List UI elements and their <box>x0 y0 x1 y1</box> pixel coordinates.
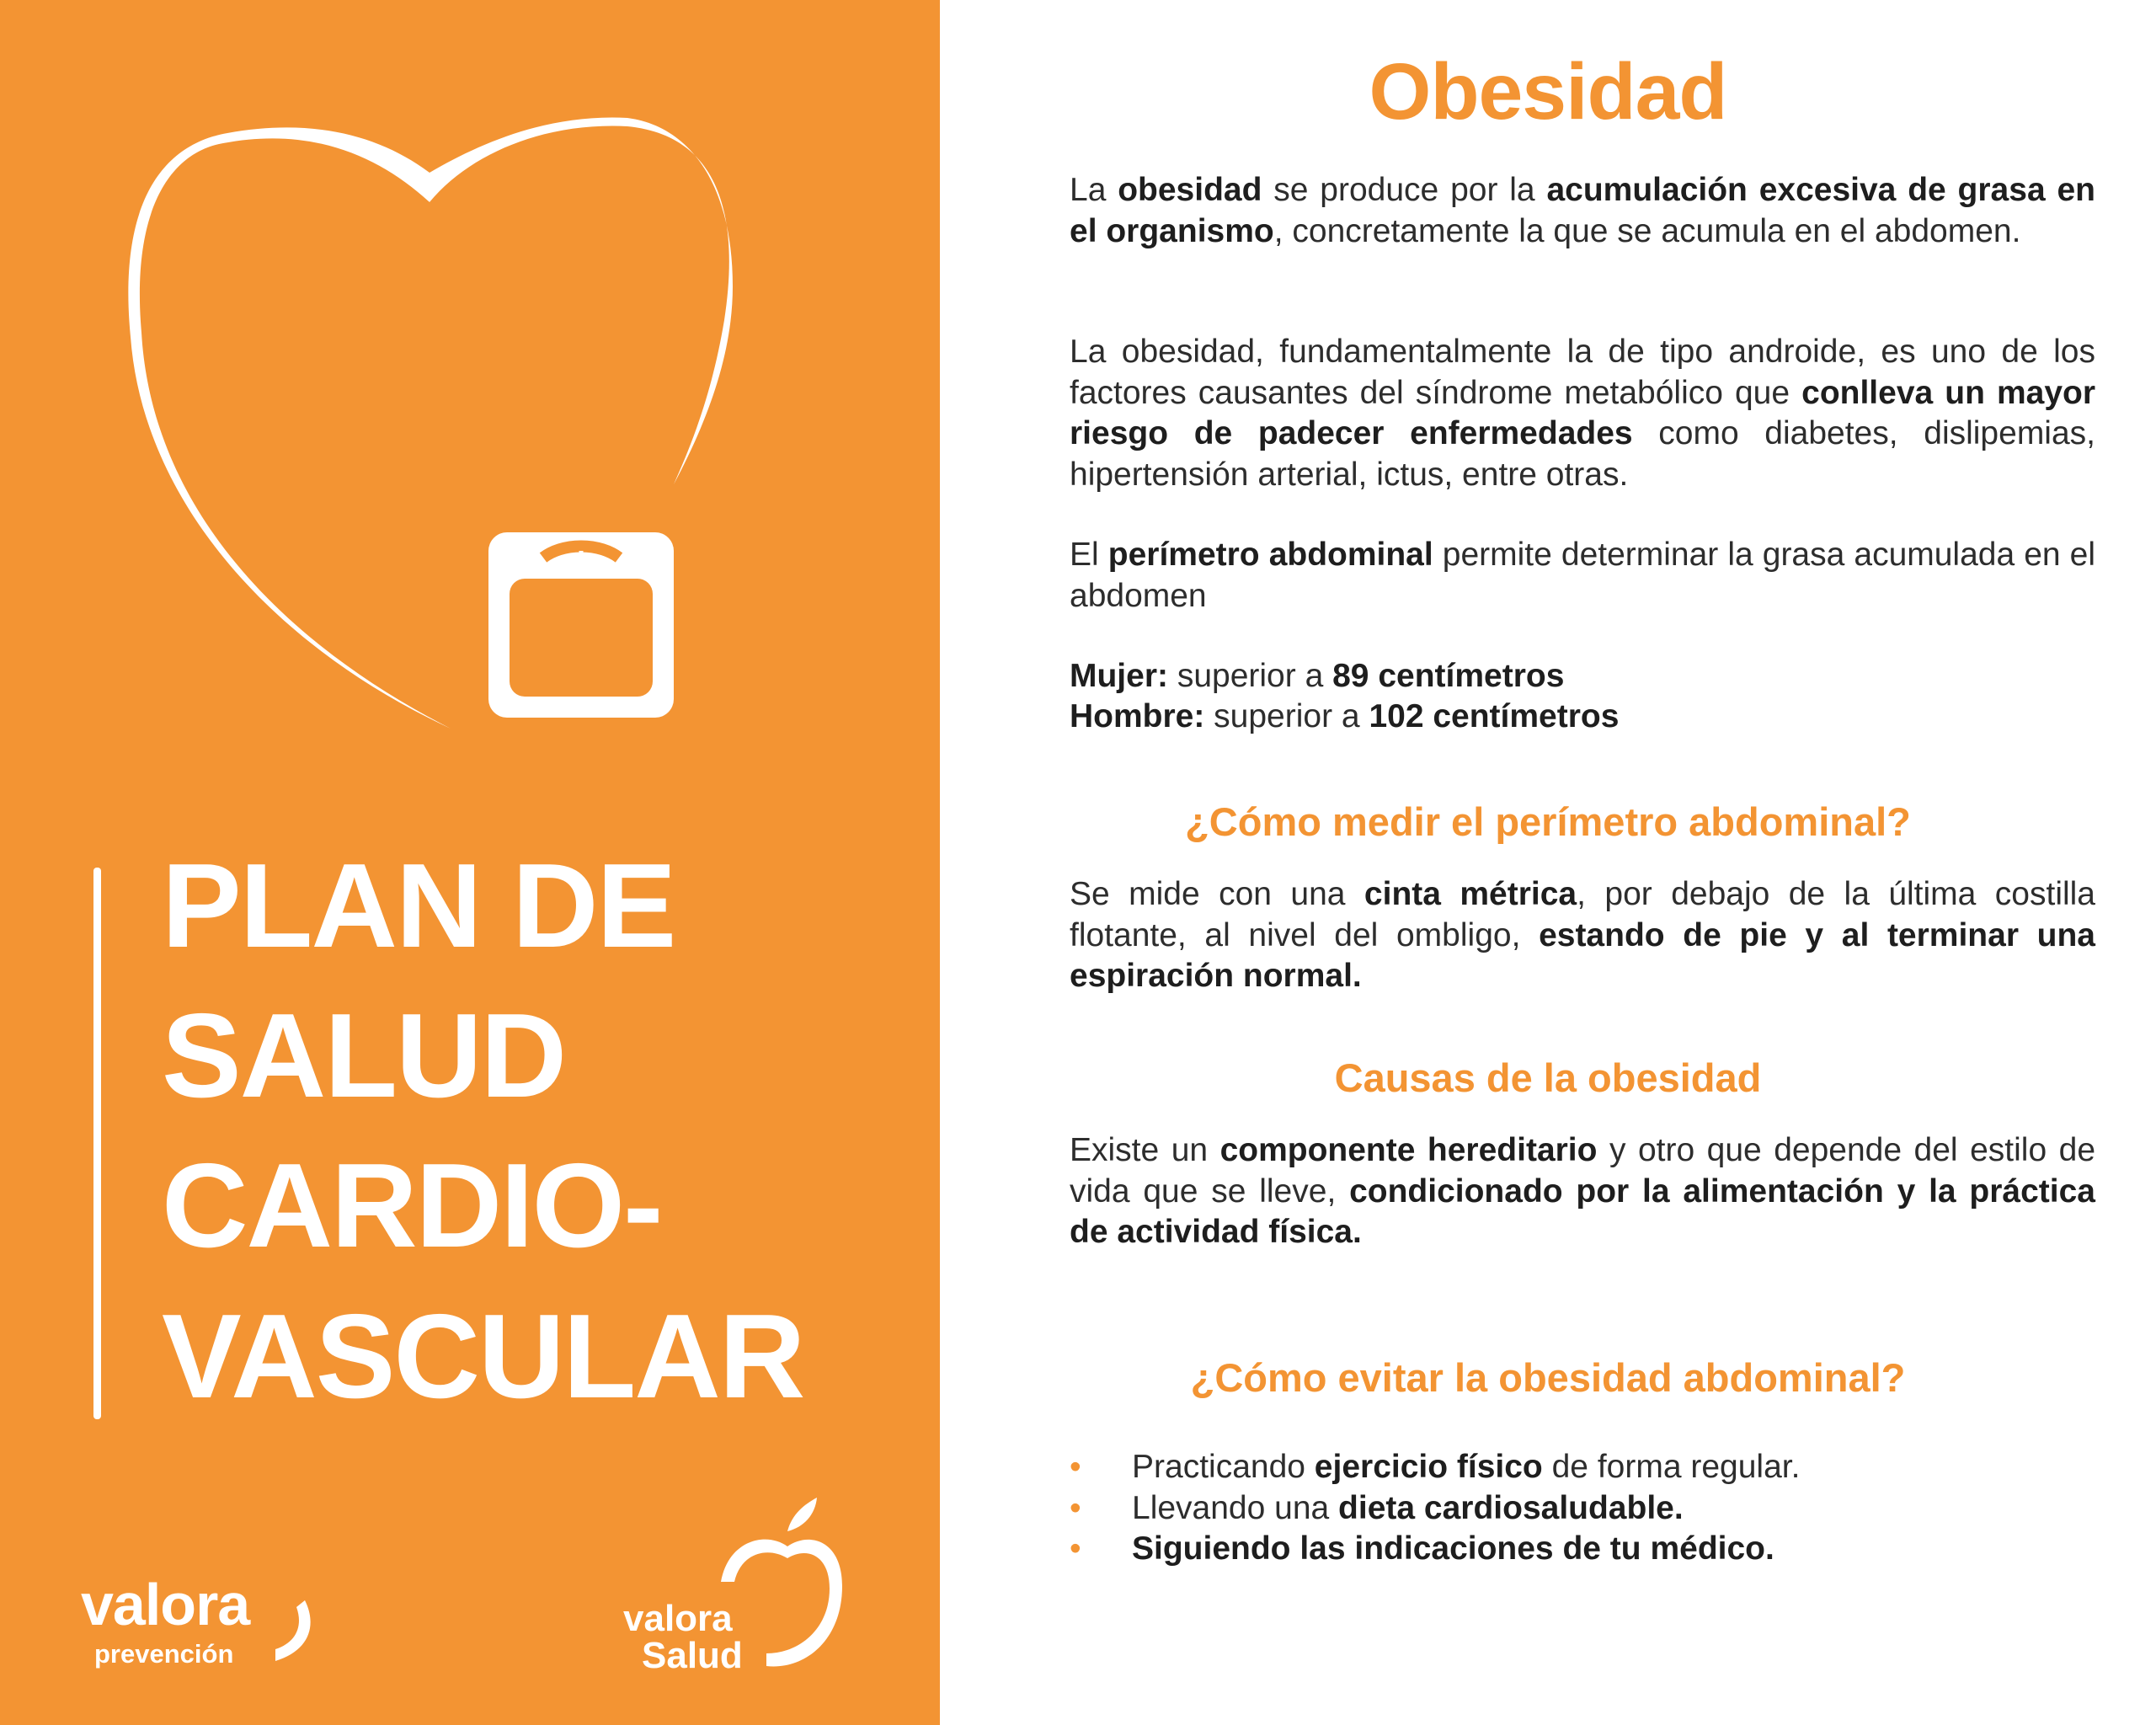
logo-prevencion-sub: prevención <box>94 1639 234 1669</box>
bold-text: Mujer: <box>1070 658 1168 694</box>
text-run: , por debajo de la última costilla flotante, al nivel del ombligo, <box>1070 876 2096 953</box>
bold-text: obesidad <box>1118 172 1262 208</box>
weighing-scale-icon <box>488 532 674 718</box>
list-item <box>1070 1488 2095 1530</box>
title-line-1: PLAN DE <box>162 839 675 973</box>
title-accent-bar <box>93 868 101 1419</box>
heading-causes: Causas de la obesidad <box>1334 1055 1762 1100</box>
page-title: Obesidad <box>1369 47 1727 136</box>
text-run: de forma regular. <box>1542 1449 1801 1485</box>
heading-how-to-avoid: ¿Cómo evitar la obesidad abdominal? <box>1190 1355 1906 1400</box>
paragraph-risk <box>1070 332 2095 495</box>
paragraph-perimeter <box>1070 535 2095 617</box>
bold-text: ejercicio físico <box>1314 1449 1543 1485</box>
heart-outline-icon <box>0 0 940 758</box>
paragraph-causes <box>1070 1130 2095 1253</box>
text-run: Existe un <box>1070 1132 1220 1168</box>
logo-salud-line2: Salud <box>642 1635 743 1676</box>
valora-salud-logo <box>623 1600 743 1674</box>
text-run: La obesidad, fundamentalmente la de tipo androide, es uno de los factores causantes del síndrome metabólico que <box>1070 334 2095 411</box>
bold-text: 102 centímetros <box>1369 698 1620 734</box>
heading-how-to-measure: ¿Cómo medir el perímetro abdominal? <box>1185 799 1911 844</box>
text-run: Llevando una <box>1132 1489 1339 1526</box>
text-run: El <box>1070 537 1108 573</box>
list-item <box>1070 1447 2095 1488</box>
title-line-3: CARDIO- <box>162 1139 662 1273</box>
text-run: , concretamente la que se acumula en el abdomen. <box>1273 212 2021 249</box>
paragraph-definition <box>1070 170 2095 252</box>
text-run: Practicando <box>1132 1449 1315 1485</box>
text-run: superior a <box>1204 698 1369 734</box>
logo-salud-line1: valora <box>623 1598 733 1639</box>
bold-text: cinta métrica <box>1364 876 1577 912</box>
title-line-2: SALUD <box>162 989 566 1123</box>
logo-prevencion-name: valora <box>81 1572 250 1637</box>
left-panel <box>0 0 940 1725</box>
bold-text: estando de pie y al terminar una espiración normal. <box>1070 916 2095 994</box>
bold-text: perímetro abdominal <box>1107 537 1433 573</box>
bold-text: Hombre: <box>1070 698 1205 734</box>
logo-swoosh-icon <box>271 1600 330 1668</box>
bold-text: componente hereditario <box>1219 1132 1598 1168</box>
text-run: superior a <box>1168 658 1333 694</box>
threshold-woman <box>1070 656 2095 697</box>
bold-text: condicionado por la alimentación y la práctica de actividad física. <box>1070 1172 2095 1250</box>
text-run: La <box>1070 172 1118 208</box>
bold-text: Siguiendo las indicaciones de tu médico. <box>1132 1530 1774 1567</box>
bold-text: conlleva un mayor riesgo de padecer enfermedades <box>1070 374 2096 451</box>
valora-prevencion-logo <box>81 1572 250 1669</box>
bold-text: dieta cardiosaludable. <box>1338 1489 1684 1526</box>
avoid-list <box>1070 1447 2095 1570</box>
threshold-man <box>1070 697 2095 738</box>
text-run: Se mide con una <box>1070 876 1364 912</box>
text-run: se produce por la <box>1262 172 1547 208</box>
text-run: permite determinar la grasa acumulada en el abdomen <box>1070 537 2096 614</box>
bold-text: 89 centímetros <box>1332 658 1565 694</box>
list-item <box>1070 1529 2095 1570</box>
bold-text: acumulación excesiva de grasa en el organismo <box>1070 172 2095 249</box>
text-run: y otro que depende del estilo de vida que se lleve, <box>1070 1132 2096 1210</box>
paragraph-measure <box>1070 874 2095 997</box>
text-run: como diabetes, dislipemias, hipertensión arterial, ictus, entre otras. <box>1070 415 2095 493</box>
title-line-4: VASCULAR <box>162 1290 804 1423</box>
